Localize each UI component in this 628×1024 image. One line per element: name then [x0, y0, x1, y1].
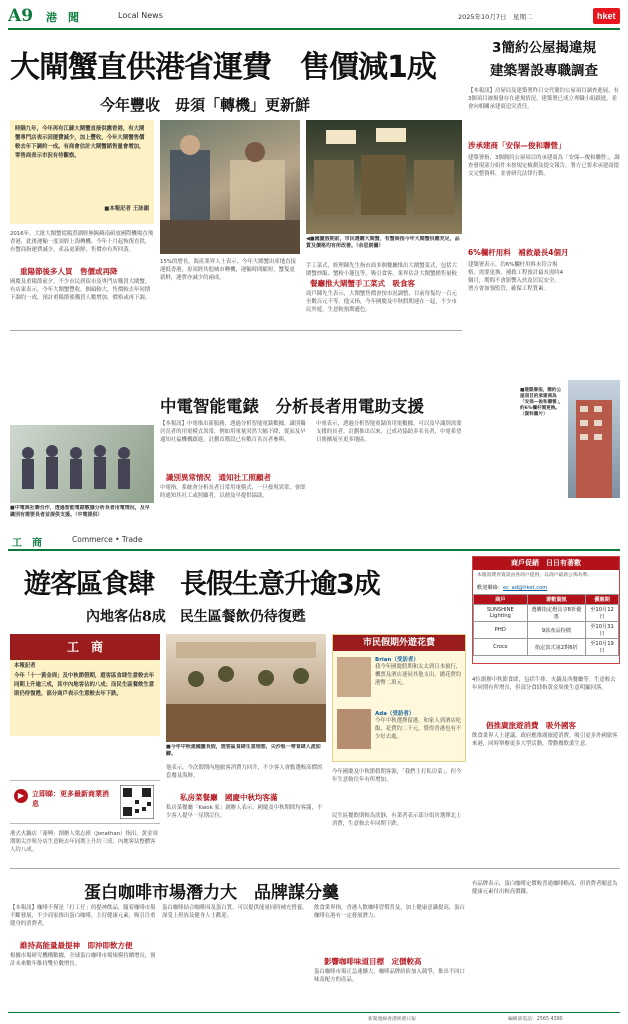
divider-2 — [10, 868, 620, 869]
mid-photo-caption: ■中電與社聯合作，透過智能電錶數據分析長者用電情況，及早識別有需要長者並提供支援。（中電提供） — [10, 505, 150, 518]
commerce-box-title: 本報記者 — [14, 663, 36, 669]
crab-shop-illustration — [160, 120, 300, 254]
lead-photo-crab-stall — [306, 120, 462, 234]
ad-cell-offer: 選購指定燈具享8折優惠 — [527, 605, 585, 622]
lead-intro: 時隔九年，今年再有江蘇大閘蟹直接供應香港，有大閘蟹專門店表示因運費減少，加上豐收，今年大閘蟹售價較去年下調約一成。有商會估計大閘蟹銷售量會增加，零售商表示市況有待觀察。 — [15, 126, 145, 159]
footer-left: 新聞連線香港經濟日報 — [368, 1017, 416, 1022]
sidebar-story — [468, 36, 620, 388]
mid-photo-clp — [10, 425, 154, 503]
qr-code-icon[interactable] — [120, 785, 154, 819]
ad-cell-offer: 指定款式第2對6折 — [527, 639, 585, 656]
interview-title: 市民假期外遊花費 — [333, 635, 465, 651]
ad-title: 商戶促銷 日日有著數 — [473, 557, 619, 570]
bottom-body-4: 飲食業界指，香港人飲咖啡習慣普及，加上健康意識提高，蛋白咖啡在港有一定發展潛力。 — [314, 905, 465, 919]
mid-body-1: 【本報訊】中電推出新服務，透過分析智能電錶數據，識別獨居長者的用電模式異常，例如用電量突然大幅下降，從而及早通知社福機構跟進。計劃首階段已有數百名長者參與。 — [160, 421, 306, 443]
lead-intro-box — [10, 120, 154, 224]
commerce-photo-caption: ■今年中秋連國慶長假，遊客區食肆生意理想，尖沙咀一帶食肆人流如鯽。 — [166, 744, 321, 757]
commerce-section-title: 工 商 — [12, 538, 42, 549]
lead-body-4: 商戶陳先生表示，大閘蟹售價會按市況調整，目前每隻約一百元至數百元不等。他又指，今年國慶及中秋假期連在一起，不少市民外遊，生意較預期遜色。 — [306, 291, 457, 313]
sidebar-headline-2: 建築署設專職調查 — [490, 63, 598, 79]
table-row[interactable] — [474, 622, 619, 639]
ad-note: 本版消費券資訊由各商戶提供，以商戶最新公佈為準。 — [477, 573, 593, 578]
mid-body-3: 中電表示，透過分析智能電錶的用電數據，可以及早識別需要支援的長者。計劃推出以來，已成功協助多名長者，中電希望日後擴展至更多地區。 — [316, 421, 462, 443]
commerce-body-2: 他表示，今次假期內地旅客消費力回升，不少客人會點選較高價的套餐及海鮮。 — [166, 765, 323, 779]
ad-cell-merchant: SUNSHINE Lighting — [474, 605, 528, 622]
ad-cell-merchant: Crocs — [474, 639, 528, 656]
promo-icon: ▶ — [14, 789, 28, 803]
mid-sub-1: 識別異常情況 通知社工照顧者 — [166, 473, 271, 482]
bottom-body-3: 蛋白咖啡結合咖啡因及蛋白質，可以提供能量同時補充營養，深受上班族及健身人士歡迎。 — [162, 905, 308, 919]
promo-ad-box — [472, 556, 620, 664]
bottom-headline: 蛋白咖啡市場潛力大 品牌謀分羹 — [84, 883, 339, 903]
lead-sub-1: 重陽節後多人買 售價或再降 — [20, 267, 118, 276]
commerce-sub-1: 私房菜餐廳 國慶中秋均客滿 — [180, 793, 278, 802]
interviewee-ada-name: Ada（受訪者） — [375, 711, 415, 717]
promo-text: 立即睇：更多最新商業消息 — [32, 790, 109, 808]
interviewee-ada-quote: 今年中秋選擇留港，和家人到酒店吃飯，花費約二千元，覺得香港也有不少好去處。 — [375, 718, 462, 740]
clp-group-photo — [10, 425, 154, 503]
page-number: A9 — [8, 6, 34, 26]
mid-headline: 中電智能電錶 分析長者用電助支援 — [160, 397, 424, 416]
sidebar-body-1: 建築署指，3個簡約公屋項目的承建商為「安保—俊和聯營」，調查發現部分組件未按規定檢測及提交報告。署方已要求承建商提交完整資料，並會研究法律行動。 — [468, 155, 620, 177]
lead-body-2: 國慶及重陽節前夕，不少市民到街市及專門店購買大閘蟹。有店東表示，今年大閘蟹豐收，個頭較大，售價較去年同期下調約一成，預計重陽節後購買人數增加，價格或再下調。 — [10, 279, 151, 301]
restaurant-illustration — [166, 634, 326, 742]
lead-photo-crab-shop — [160, 120, 300, 254]
lead-byline: ■本報記者 王詠韻 — [104, 206, 149, 212]
hket-logo[interactable]: hket — [593, 8, 620, 24]
lead-sub-3: 餐廳推大閘蟹手工菜式 吸食客 — [310, 279, 415, 288]
interviewee-brian-name: Brian（受訪者） — [375, 657, 419, 663]
ad-offers-table — [473, 594, 619, 656]
commerce-body-3: 私房菜餐廳「Kwok 家」創辦人表示，國慶及中秋期間均客滿，不少客人提早一星期訂位。 — [166, 805, 323, 819]
bottom-body-1: 【本報訊】咖啡不僅是「打工仔」的提神飲品，隨着咖啡市場不斷發展，不少商家推出蛋白咖啡，主打健康元素，吸引注重健身的消費者。 — [10, 905, 156, 927]
ad-cell-period: 至10月12日 — [586, 605, 619, 622]
sidebar-photo-caption: ■建築署指，簡約公屋項目的承建商為「安保—俊和聯營」，約6%欄杆需更換。（資料圖片） — [520, 388, 564, 417]
commerce-headline: 遊客區食肆 長假生意升逾3成 — [24, 569, 380, 600]
commerce-rule — [8, 549, 620, 551]
section-title: 港 聞 — [46, 11, 79, 24]
section-title-en: Local News — [118, 11, 163, 20]
ad-cell-merchant: PHD — [474, 622, 528, 639]
ad-col-offer: 著數資訊 — [527, 595, 585, 605]
lead-body-1: 2016年，大批大閘蟹從陽澄湖經無錫蘇南碩放國際機場直飛香港，此後運輸一度須經上海轉機。今年十月起恢復直供，有蟹商指運費減少，產品更新鮮，售價亦有所回落。 — [10, 231, 154, 253]
lead-headline: 大閘蟹直供港省運費 售價減1成 — [10, 50, 436, 85]
issue-date: 2025年10月7日 星期二 — [458, 13, 533, 21]
commerce-tag-label: 工 商 — [66, 640, 103, 654]
header-rule — [8, 28, 620, 30]
sidebar-sub-2: 6%欄杆用料 補救最長4個月 — [468, 248, 569, 257]
sidebar-headline-1: 3簡約公屋揭違規 — [492, 40, 596, 56]
interviewee-brian-quote: 我今年國慶假期和太太到日本旅行，機票及酒店連同其他支出，總花費約港幣二萬元。 — [375, 664, 462, 686]
bottom-sub-1: 維持高能量最提神 即沖即飲方便 — [20, 941, 133, 950]
divider-1 — [10, 330, 462, 331]
lead-body-3: 15%的增長。海產業界人士表示，今年大閘蟹由產地直接運抵香港，毋須經其他城市轉機，運輸時間縮短，蟹隻更新鮮，運費亦減少約兩成。 — [160, 259, 296, 281]
ad-cell-period: 至10月19日 — [586, 639, 619, 656]
bottom-body-5: 蛋白咖啡市場正急速擴大，咖啡品牌紛紛加入競爭，推出不同口味及配方的產品。 — [314, 969, 465, 983]
lead-photo2-caption: ◀■國慶假期前，市民選購大閘蟹，有蟹商指今年大閘蟹供應充足，品質及價格均有所改善。（余思朗攝） — [306, 236, 460, 249]
ad-contact-email[interactable]: ec_ad@hket.com — [502, 585, 548, 591]
footer-right: 編輯部電話：2565 4390 — [508, 1017, 563, 1022]
ad-col-period: 優惠期 — [586, 595, 619, 605]
commerce-body-5: 民生區餐飲則較為淡靜，有業者表示部分街坊選擇北上消費，生意較去年同期下跌。 — [332, 813, 462, 827]
commerce-subhead: 內地客佔8成 民生區餐飲仍待復甦 — [86, 609, 306, 625]
ad-contact-label: 歡迎聯絡： — [477, 585, 503, 591]
lead-subhead: 今年豐收 毋須「轉機」更新鮮 — [100, 96, 311, 114]
commerce-tag — [10, 634, 160, 660]
lead-body-5: 手工菜式，經理陳先生指市面多個餐廳推出大閘蟹菜式，包括大閘蟹炒飯、蟹粉小籠包等，吸引食客。業界估計大閘蟹銷售量較 — [306, 263, 457, 276]
commerce-section-en: Commerce • Trade — [72, 535, 143, 544]
right-col-body-1: 4位創辦中秋節食肆，包括牛排、火鍋及西餐廳等。生意較去年同期有所增長，但部分食肆指黃金周後生意明顯回落。 — [472, 677, 616, 691]
page-footer — [8, 1012, 620, 1022]
commerce-header — [8, 534, 620, 550]
sidebar-intro: 【本報訊】房屋局及建築署昨日交代簡約公屋項目調查進展，有3個項目被揭發存在違規情況，建築署已成立專職小組跟進，並會向相關承建商追究責任。 — [468, 88, 619, 110]
bottom-sub-2: 影響咖啡味道目標 定價較高 — [324, 957, 422, 966]
sidebar-photo-public-housing — [568, 380, 620, 498]
crab-baskets-illustration — [306, 120, 462, 234]
ad-cell-period: 至10月31日 — [586, 622, 619, 639]
ad-table-header-row — [474, 595, 619, 605]
housing-block-illustration — [568, 380, 620, 498]
ad-col-merchant: 商戶 — [474, 595, 528, 605]
interview-box — [332, 634, 466, 762]
ad-cell-offer: 9款產品特價 — [527, 622, 585, 639]
more-news-promo[interactable] — [10, 780, 160, 824]
ad-contact-row — [473, 584, 619, 591]
commerce-intro: 今年「十一黃金周」及中秋節假期，遊客區食肆生意較去年同期上升逾三成，其中內地客佔約八成；而民生區餐飲生意則仍待復甦，部分商戶表示生意較去年下跌。 — [14, 673, 155, 697]
interviewee-ada-photo — [337, 709, 371, 749]
mid-body-2: 中電指，系統會分析長者日常用電模式，一旦發現異常，會即時通知其社工或照顧者，以便及早提供協助。 — [160, 485, 306, 499]
sidebar-sub-1: 涉承建商「安保—俊和聯營」 — [468, 141, 566, 150]
interviewee-brian-photo — [337, 657, 371, 697]
table-row[interactable] — [474, 605, 619, 622]
sidebar-body-2: 建築署表示，約6%欄杆用料未符合規格，需要更換。補救工程預計最長需時4個月，期間不會影響入伙及居民安全。署方會加強監管，確保工程質素。 — [468, 262, 564, 292]
table-row[interactable] — [474, 639, 619, 656]
right-col-body-2: 飲食業界人士建議，政府應推廣旅遊消費，吸引更多外國旅客來港，同時舉辦更多大型活動，帶動餐飲業生意。 — [472, 733, 618, 747]
commerce-intro-box — [10, 634, 160, 736]
commerce-body-1: 港式火鍋店「濠興」創辦人梁志偉（Jonathan）指出，黃金周期間尖沙咀分店生意較去年同期上升約三成，內地客佔整體客人約八成。 — [10, 831, 158, 853]
right-col-sub-1: 倡推廣旅遊消費 吸外國客 — [486, 721, 576, 730]
bottom-body-2: 根據市場研究機構數據，全球蛋白咖啡市場規模持續增長，預計未來數年維持雙位數增長。 — [10, 953, 156, 967]
bottom-body-6: 有品牌表示，蛋白咖啡定價較普通咖啡略高，但消費者願意為健康元素付出較高價錢。 — [472, 881, 618, 895]
commerce-photo-restaurant — [166, 634, 326, 742]
commerce-body-4: 今年國慶及中秋節假期客源，「我們主打私房菜」，但今年生意較往年有所增加。 — [332, 769, 462, 783]
page-header — [8, 6, 620, 28]
